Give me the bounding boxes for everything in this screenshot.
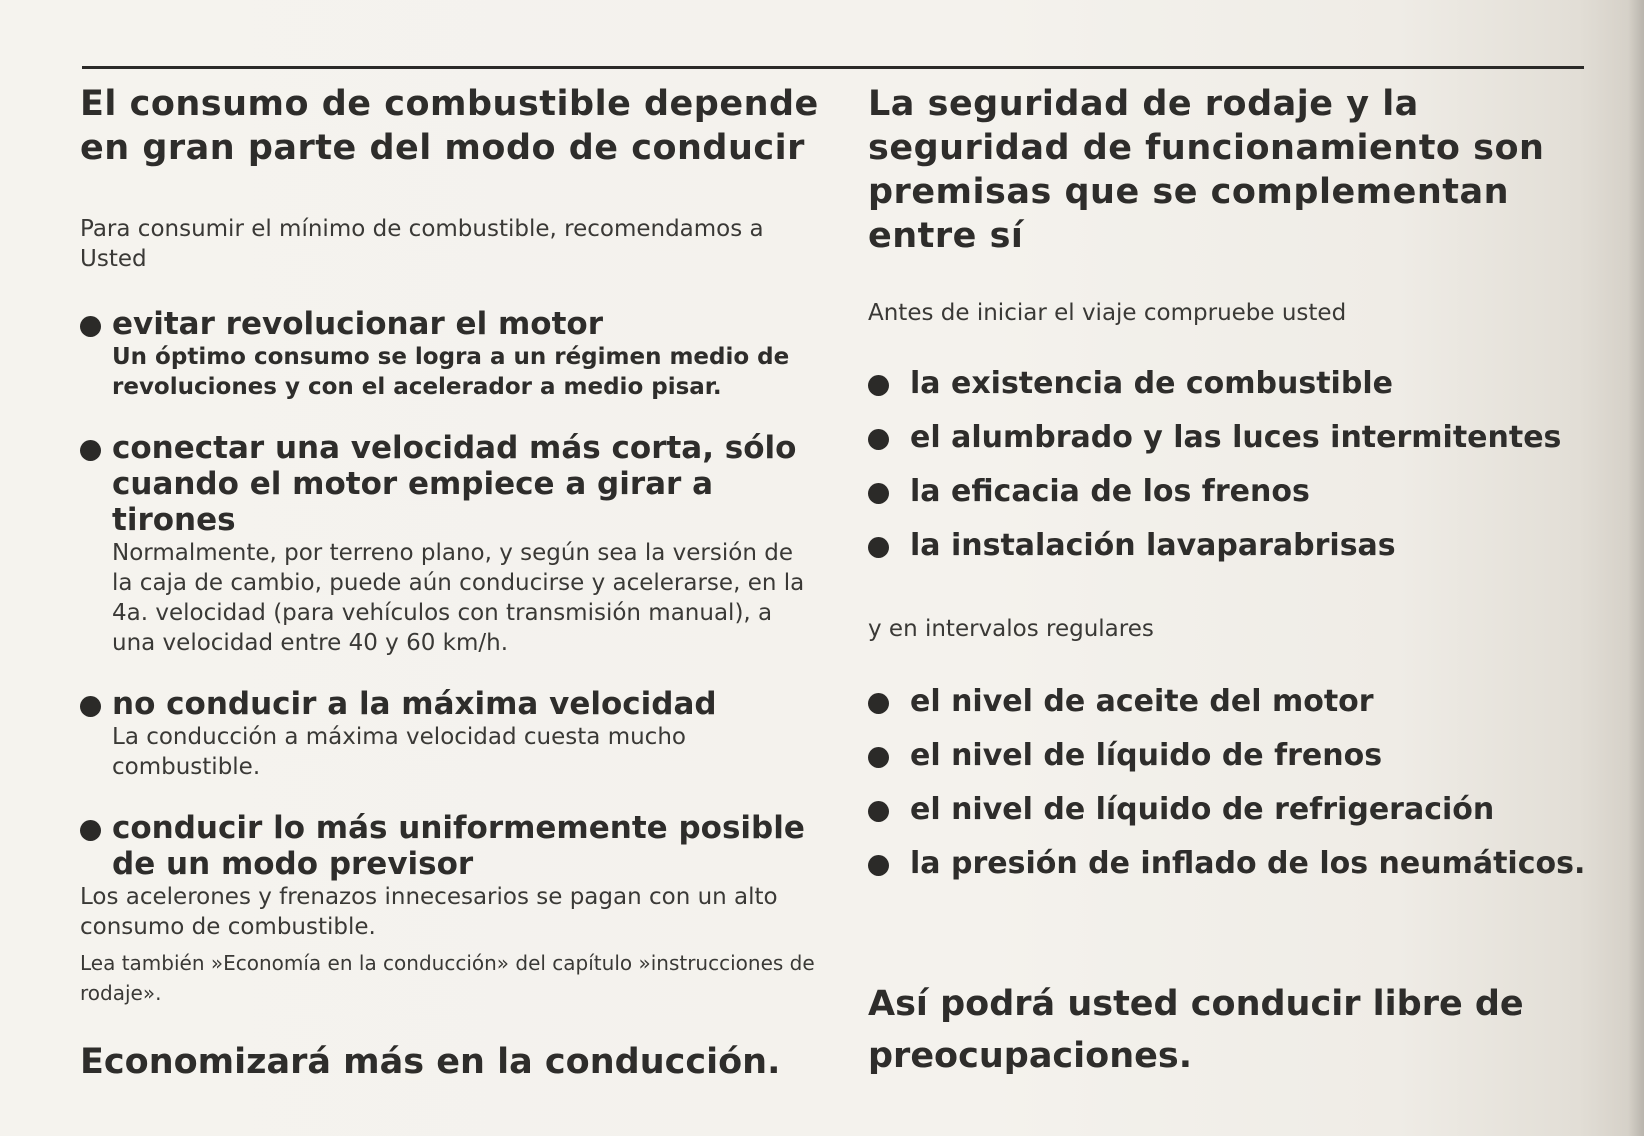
bullet-icon <box>80 820 101 841</box>
check-item-label: el alumbrado y las luces intermitentes <box>910 420 1562 455</box>
left-item-2 <box>80 430 842 658</box>
left-note: Lea también »Economía en la conducción» del capítulo »instrucciones de rodaje». <box>80 951 815 1005</box>
bullet-icon <box>868 801 889 822</box>
check-item-tires <box>868 846 1598 882</box>
check-item-lights <box>868 420 1598 456</box>
bullet-icon <box>80 316 101 337</box>
left-item-4-desc: Los acelerones y frenazos innecesarios se pagan con un alto consumo de combustible. <box>80 884 778 940</box>
left-item-3-title: no conducir a la máxima velocidad <box>112 686 717 722</box>
check-item-label: la existencia de combustible <box>910 366 1393 401</box>
check-item-label: el nivel de líquido de frenos <box>910 738 1383 773</box>
check-item-washer <box>868 528 1598 564</box>
left-heading: El consumo de combustible depende en gran parte del modo de conducir <box>80 84 819 168</box>
left-column <box>80 82 840 1088</box>
right-heading: La seguridad de rodaje y la seguridad de funcionamiento son premisas que se complementan entre sí <box>868 84 1545 256</box>
check-item-brakes <box>868 474 1598 510</box>
bullet-icon <box>868 375 889 396</box>
checks-before-list <box>868 366 1598 564</box>
check-item-label: el nivel de aceite del motor <box>910 684 1374 719</box>
left-item-1-title: evitar revolucionar el motor <box>112 306 604 342</box>
left-item-1-desc: Un óptimo consumo se logra a un régimen medio de revoluciones y con el acelerador a medio pisar. <box>112 344 790 400</box>
left-item-2-desc: Normalmente, por terreno plano, y según sea la versión de la caja de cambio, puede aún conducirse y acelerarse, en la 4a. velocidad (para vehículos con transmisión manual), a una velocidad entre 40 y 60 km/h. <box>112 540 805 656</box>
check-item-label: la presión de inflado de los neumáticos. <box>910 846 1586 881</box>
bullet-icon <box>868 747 889 768</box>
check-item-oil <box>868 684 1598 720</box>
left-item-4 <box>80 810 842 882</box>
bullet-icon <box>868 855 889 876</box>
bullet-icon <box>80 440 101 461</box>
check-item-coolant <box>868 792 1598 828</box>
right-column <box>868 82 1598 1082</box>
left-item-1 <box>80 306 842 402</box>
check-item-label: la instalación lavaparabrisas <box>910 528 1396 563</box>
left-item-3-desc: La conducción a máxima velocidad cuesta mucho combustible. <box>112 724 686 780</box>
check-item-fuel <box>868 366 1598 402</box>
binding-edge <box>1628 0 1644 1136</box>
left-closing: Economizará más en la conducción. <box>80 1042 781 1082</box>
left-item-2-title: conectar una velocidad más corta, sólo cuando el motor empiece a girar a tirones <box>112 430 797 538</box>
bullet-icon <box>868 483 889 504</box>
bullet-icon <box>80 696 101 717</box>
top-rule <box>82 66 1584 69</box>
check-item-label: el nivel de líquido de refrigeración <box>910 792 1495 827</box>
left-intro: Para consumir el mínimo de combustible, recomendamos a Usted <box>80 216 764 272</box>
bullet-icon <box>868 537 889 558</box>
right-intro: Antes de iniciar el viaje compruebe usted <box>868 300 1347 326</box>
check-item-label: la eficacia de los frenos <box>910 474 1310 509</box>
check-item-brake-fluid <box>868 738 1598 774</box>
bullet-icon <box>868 429 889 450</box>
checks-regular-list <box>868 684 1598 882</box>
bullet-icon <box>868 693 889 714</box>
left-item-4-title: conducir lo más uniformemente posible de un modo previsor <box>112 810 805 882</box>
left-item-3 <box>80 686 842 782</box>
interval-label: y en intervalos regulares <box>868 616 1154 642</box>
right-closing: Así podrá usted conducir libre de preocupaciones. <box>868 984 1524 1076</box>
